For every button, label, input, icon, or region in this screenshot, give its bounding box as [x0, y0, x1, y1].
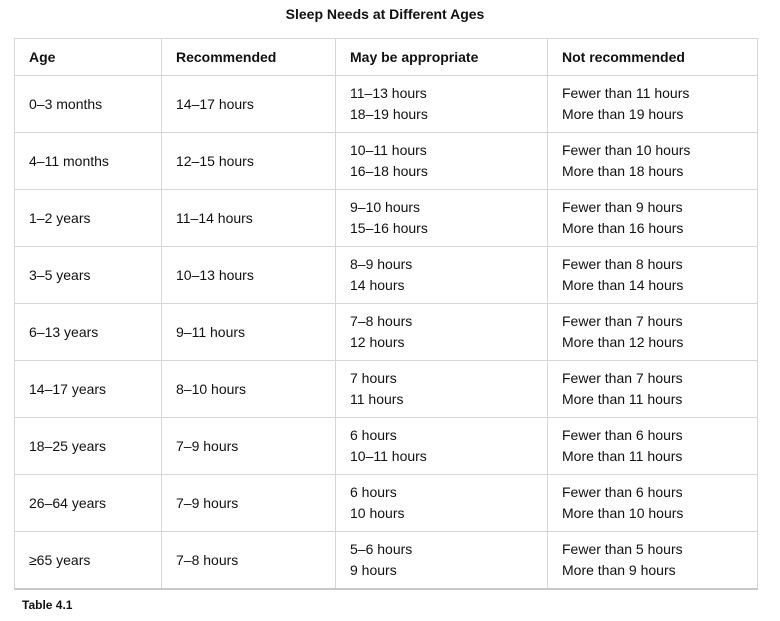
- not-recommended-low: Fewer than 5 hours: [562, 541, 683, 557]
- table-row: [15, 418, 758, 475]
- appropriate-cell: [336, 304, 548, 361]
- age-cell: ≥65 years: [15, 532, 162, 590]
- not-recommended-cell: [548, 247, 758, 304]
- appropriate-low: 5–6 hours: [350, 541, 413, 557]
- age-cell: 14–17 years: [15, 361, 162, 418]
- age-cell: 0–3 months: [15, 76, 162, 133]
- not-recommended-high: More than 18 hours: [562, 163, 684, 179]
- age-cell: 26–64 years: [15, 475, 162, 532]
- appropriate-high: 18–19 hours: [350, 106, 428, 122]
- not-recommended-high: More than 11 hours: [562, 391, 683, 407]
- sleep-needs-table: [14, 38, 758, 590]
- appropriate-high: 15–16 hours: [350, 220, 428, 236]
- appropriate-high: 9 hours: [350, 562, 397, 578]
- appropriate-cell: [336, 247, 548, 304]
- age-cell: 4–11 months: [15, 133, 162, 190]
- appropriate-cell: [336, 190, 548, 247]
- table-row: [15, 247, 758, 304]
- not-recommended-low: Fewer than 7 hours: [562, 313, 683, 329]
- table-row: [15, 475, 758, 532]
- appropriate-high: 16–18 hours: [350, 163, 428, 179]
- header-row: [15, 39, 758, 76]
- not-recommended-low: Fewer than 6 hours: [562, 484, 683, 500]
- not-recommended-high: More than 19 hours: [562, 106, 684, 122]
- appropriate-high: 11 hours: [350, 391, 404, 407]
- table-row: [15, 190, 758, 247]
- age-cell: 6–13 years: [15, 304, 162, 361]
- appropriate-high: 10 hours: [350, 505, 405, 521]
- not-recommended-cell: [548, 190, 758, 247]
- not-recommended-high: More than 16 hours: [562, 220, 684, 236]
- table-row: [15, 304, 758, 361]
- table-caption: Table 4.1: [22, 598, 73, 612]
- age-cell: 3–5 years: [15, 247, 162, 304]
- not-recommended-high: More than 9 hours: [562, 562, 676, 578]
- not-recommended-cell: [548, 532, 758, 590]
- not-recommended-low: Fewer than 8 hours: [562, 256, 683, 272]
- appropriate-low: 9–10 hours: [350, 199, 421, 215]
- header-may-be-appropriate: May be appropriate: [336, 39, 548, 76]
- appropriate-low: 8–9 hours: [350, 256, 413, 272]
- appropriate-cell: [336, 76, 548, 133]
- not-recommended-low: Fewer than 6 hours: [562, 427, 683, 443]
- not-recommended-high: More than 14 hours: [562, 277, 684, 293]
- not-recommended-low: Fewer than 7 hours: [562, 370, 683, 386]
- appropriate-low: 10–11 hours: [350, 142, 427, 158]
- not-recommended-cell: [548, 76, 758, 133]
- recommended-cell: 10–13 hours: [162, 247, 336, 304]
- not-recommended-cell: [548, 133, 758, 190]
- appropriate-high: 14 hours: [350, 277, 405, 293]
- appropriate-high: 12 hours: [350, 334, 405, 350]
- not-recommended-high: More than 12 hours: [562, 334, 684, 350]
- not-recommended-high: More than 11 hours: [562, 448, 683, 464]
- not-recommended-cell: [548, 304, 758, 361]
- appropriate-low: 11–13 hours: [350, 85, 427, 101]
- recommended-cell: 11–14 hours: [162, 190, 336, 247]
- header-not-recommended: Not recommended: [548, 39, 758, 76]
- header-age: Age: [15, 39, 162, 76]
- table-title: Sleep Needs at Different Ages: [285, 6, 485, 22]
- recommended-cell: 7–8 hours: [162, 532, 336, 590]
- table-row: [15, 532, 758, 590]
- recommended-cell: 7–9 hours: [162, 418, 336, 475]
- appropriate-low: 6 hours: [350, 427, 397, 443]
- appropriate-cell: [336, 418, 548, 475]
- recommended-cell: 7–9 hours: [162, 475, 336, 532]
- recommended-cell: 14–17 hours: [162, 76, 336, 133]
- table-row: [15, 361, 758, 418]
- appropriate-cell: [336, 361, 548, 418]
- appropriate-low: 7 hours: [350, 370, 397, 386]
- age-cell: 18–25 years: [15, 418, 162, 475]
- not-recommended-low: Fewer than 10 hours: [562, 142, 691, 158]
- appropriate-low: 6 hours: [350, 484, 397, 500]
- appropriate-cell: [336, 133, 548, 190]
- not-recommended-low: Fewer than 11 hours: [562, 85, 690, 101]
- not-recommended-cell: [548, 361, 758, 418]
- header-recommended: Recommended: [162, 39, 336, 76]
- appropriate-high: 10–11 hours: [350, 448, 427, 464]
- appropriate-low: 7–8 hours: [350, 313, 413, 329]
- appropriate-cell: [336, 475, 548, 532]
- recommended-cell: 9–11 hours: [162, 304, 336, 361]
- appropriate-cell: [336, 532, 548, 590]
- recommended-cell: 8–10 hours: [162, 361, 336, 418]
- age-cell: 1–2 years: [15, 190, 162, 247]
- not-recommended-cell: [548, 418, 758, 475]
- table-row: [15, 76, 758, 133]
- not-recommended-high: More than 10 hours: [562, 505, 684, 521]
- recommended-cell: 12–15 hours: [162, 133, 336, 190]
- table-row: [15, 133, 758, 190]
- not-recommended-low: Fewer than 9 hours: [562, 199, 683, 215]
- not-recommended-cell: [548, 475, 758, 532]
